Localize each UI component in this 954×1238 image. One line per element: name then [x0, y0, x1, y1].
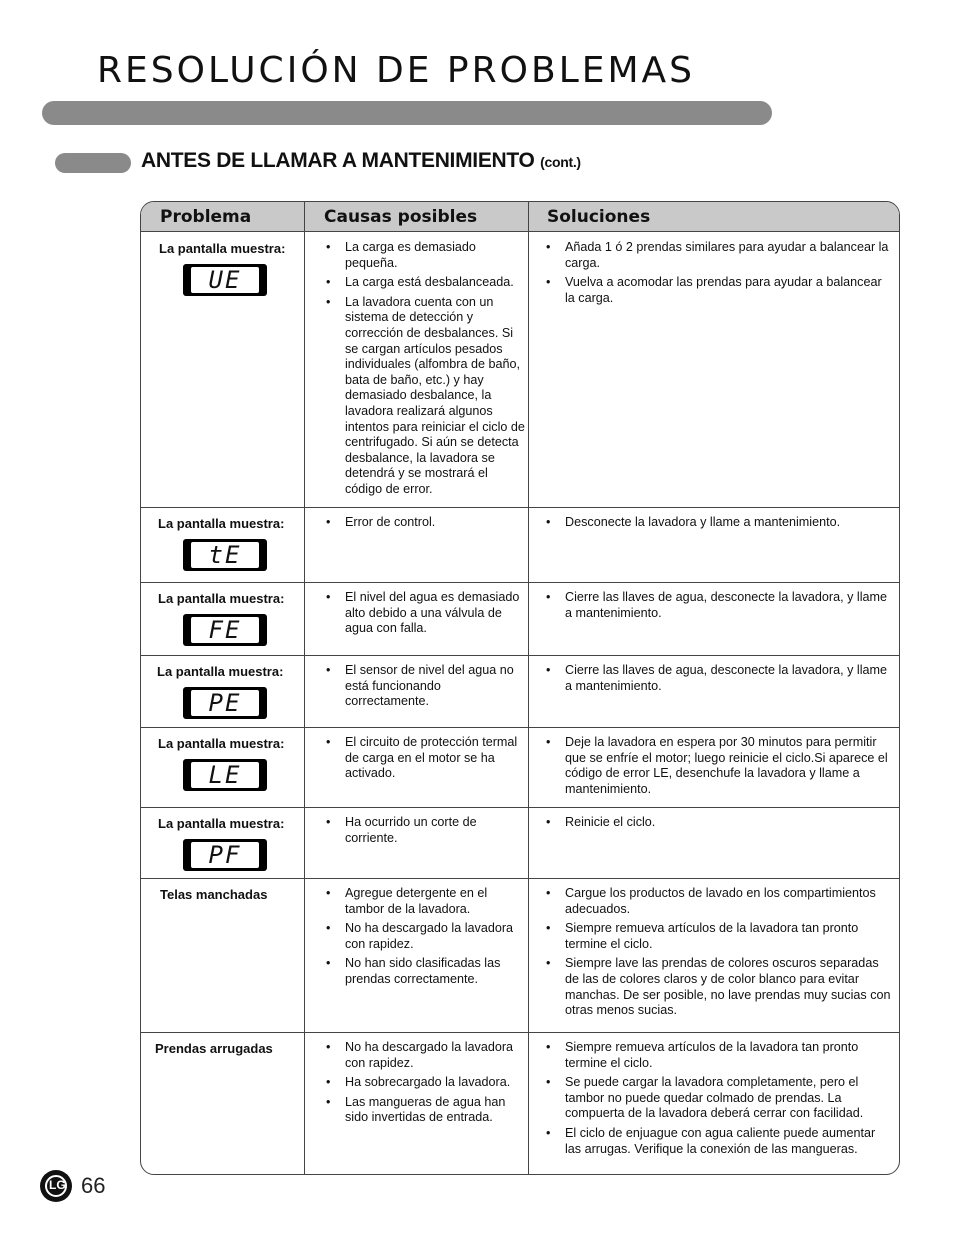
row-divider	[141, 807, 899, 808]
row-divider	[141, 655, 899, 656]
header-causas: Causas posibles	[324, 207, 478, 227]
header-problema: Problema	[160, 207, 252, 227]
error-code-display-icon	[183, 687, 267, 719]
solutions-list	[546, 815, 892, 835]
row-divider	[141, 507, 899, 508]
causes-list	[326, 240, 526, 502]
error-code-display-icon	[183, 264, 267, 296]
solutions-list	[546, 735, 892, 801]
table-header	[141, 202, 899, 232]
cause-item: • El circuito de protección termal de carga en el motor se ha activado.	[326, 735, 526, 782]
error-code: UE	[191, 267, 259, 293]
causes-list	[326, 515, 526, 535]
causes-list	[326, 590, 526, 641]
section-title	[141, 149, 581, 173]
problem-label: La pantalla muestra:	[159, 241, 286, 256]
error-code-display-icon	[183, 759, 267, 791]
problem-label: La pantalla muestra:	[158, 736, 285, 751]
error-code-display-icon	[183, 839, 267, 871]
causes-list	[326, 663, 526, 714]
solution-item: • Desconecte la lavadora y llame a mantenimiento.	[546, 515, 892, 531]
cause-item: • La carga es demasiado pequeña.	[326, 240, 526, 271]
lg-logo-icon: LG	[40, 1170, 72, 1202]
solution-item: • Siempre lave las prendas de colores oscuros separadas de las de colores claros y de color blanco para evitar manchas. De ser posible, no lave prendas muy sucias con otras menos sucias.	[546, 956, 892, 1018]
cause-item: • El nivel del agua es demasiado alto debido a una válvula de agua con falla.	[326, 590, 526, 637]
solutions-list	[546, 663, 892, 698]
error-code: FE	[191, 617, 259, 643]
problem-label: La pantalla muestra:	[158, 516, 285, 531]
causes-list	[326, 735, 526, 786]
error-code-display-icon	[183, 614, 267, 646]
solutions-list	[546, 240, 892, 310]
section-title-suffix: (cont.)	[540, 154, 581, 170]
page-number: 66	[81, 1173, 106, 1198]
cause-item: • Ha ocurrido un corte de corriente.	[326, 815, 526, 846]
cause-item: • No ha descargado la lavadora con rapidez.	[326, 921, 526, 952]
row-divider	[141, 1032, 899, 1033]
problem-label: Telas manchadas	[160, 887, 268, 902]
page-title: RESOLUCIÓN DE PROBLEMAS	[97, 50, 696, 91]
cause-item: • No han sido clasificadas las prendas correctamente.	[326, 956, 526, 987]
section-marker	[55, 153, 131, 173]
causes-list	[326, 1040, 526, 1130]
cause-item: • Las mangueras de agua han sido invertidas de entrada.	[326, 1095, 526, 1126]
problem-label: La pantalla muestra:	[157, 664, 284, 679]
problem-label: La pantalla muestra:	[158, 591, 285, 606]
solution-item: • Cierre las llaves de agua, desconecte la lavadora, y llame a mantenimiento.	[546, 590, 892, 621]
solution-item: • Siempre remueva artículos de la lavadora tan pronto termine el ciclo.	[546, 921, 892, 952]
header-soluciones: Soluciones	[547, 207, 651, 227]
cause-item: • El sensor de nivel del agua no está funcionando correctamente.	[326, 663, 526, 710]
problem-label: La pantalla muestra:	[158, 816, 285, 831]
solution-item: • Deje la lavadora en espera por 30 minutos para permitir que se enfríe el motor; luego reinicie el ciclo.Si aparece el código de error LE, desenchufe la lavadora y llame a mantenimiento.	[546, 735, 892, 797]
solution-item: • Se puede cargar la lavadora completamente, pero el tambor no puede quedar colmado de prendas. La compuerta de la lavadora deberá cerrar con facilidad.	[546, 1075, 892, 1122]
row-divider	[141, 727, 899, 728]
solutions-list	[546, 590, 892, 625]
solution-item: • Siempre remueva artículos de la lavadora tan pronto termine el ciclo.	[546, 1040, 892, 1071]
solution-item: • Añada 1 ó 2 prendas similares para ayudar a balancear la carga.	[546, 240, 892, 271]
title-underline-bar	[42, 101, 772, 125]
problem-label: Prendas arrugadas	[155, 1041, 273, 1056]
cause-item: • La lavadora cuenta con un sistema de detección y corrección de desbalances. Si se cargan artículos pesados individuales (alfombra de baño, bata de baño, etc.) y hay demasiado desbalance, la lavadora realizará algunos intentos para reiniciar el ciclo de centrifugado. Si aún se detecta desbalance, la lavadora se detendrá y se mostrará el código de error.	[326, 295, 526, 498]
causes-list	[326, 815, 526, 850]
cause-item: • Ha sobrecargado la lavadora.	[326, 1075, 526, 1091]
solution-item: • El ciclo de enjuague con agua caliente puede aumentar las arrugas. Verifique la conexión de las mangueras.	[546, 1126, 892, 1157]
error-code: LE	[191, 762, 259, 788]
error-code-display-icon	[183, 539, 267, 571]
row-divider	[141, 878, 899, 879]
column-divider	[304, 202, 305, 1174]
solutions-list	[546, 515, 892, 535]
cause-item: • Error de control.	[326, 515, 526, 531]
solution-item: • Cargue los productos de lavado en los compartimientos adecuados.	[546, 886, 892, 917]
error-code: tE	[191, 542, 259, 568]
cause-item: • No ha descargado la lavadora con rapidez.	[326, 1040, 526, 1071]
solutions-list	[546, 886, 892, 1023]
error-code: PF	[191, 842, 259, 868]
causes-list	[326, 886, 526, 992]
cause-item: • Agregue detergente en el tambor de la lavadora.	[326, 886, 526, 917]
error-code: PE	[191, 690, 259, 716]
solution-item: • Reinicie el ciclo.	[546, 815, 892, 831]
solution-item: • Vuelva a acomodar las prendas para ayudar a balancear la carga.	[546, 275, 892, 306]
row-divider	[141, 582, 899, 583]
cause-item: • La carga está desbalanceada.	[326, 275, 526, 291]
solutions-list	[546, 1040, 892, 1161]
troubleshooting-table	[140, 201, 900, 1175]
solution-item: • Cierre las llaves de agua, desconecte la lavadora, y llame a mantenimiento.	[546, 663, 892, 694]
section-title-text: ANTES DE LLAMAR A MANTENIMIENTO	[141, 149, 535, 172]
column-divider	[528, 202, 529, 1174]
